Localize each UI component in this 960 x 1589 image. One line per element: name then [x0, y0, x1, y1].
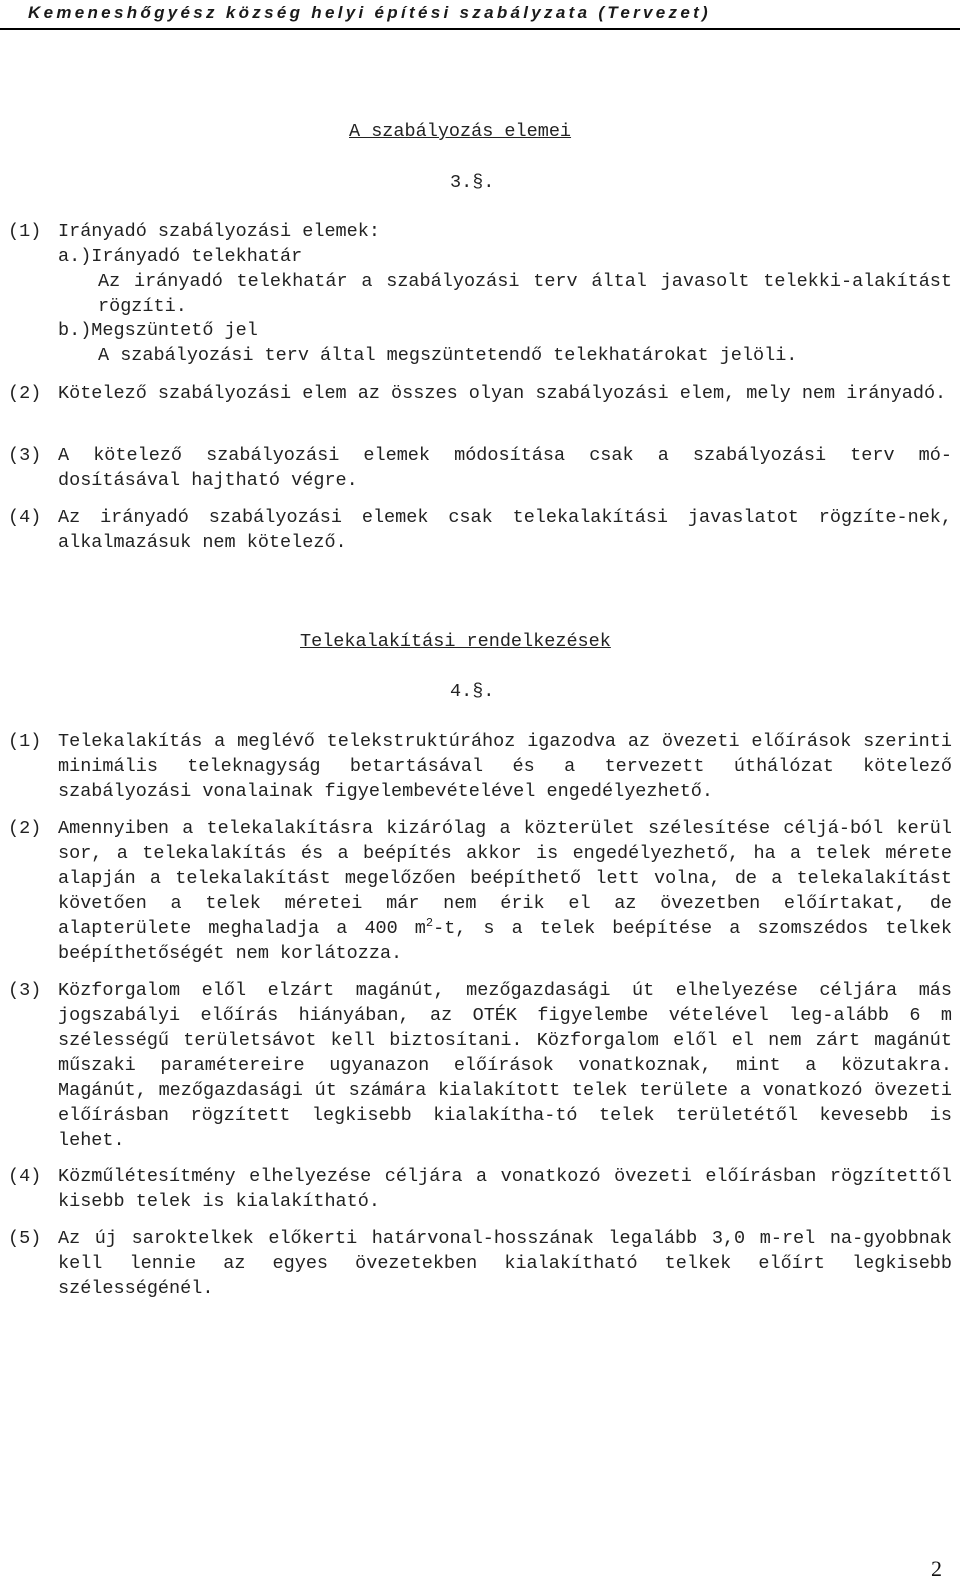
- paragraph-text: A kötelező szabályozási elemek módosítása csak a szabályozási terv mó-dosításával hajtható végre.: [58, 445, 952, 491]
- section-4-title: Telekalakítási rendelkezések: [300, 631, 611, 652]
- paragraph-text: Az irányadó szabályozási elemek csak telekalakítási javaslatot rögzíte-nek, alkalmazásuk nem kötelező.: [58, 507, 952, 553]
- paragraph-number: (4): [8, 1166, 42, 1187]
- page-number: 2: [931, 1556, 942, 1581]
- section-4-number: 4.§.: [450, 681, 495, 702]
- subitem-b-text: A szabályozási terv által megszüntetendő telekhatárokat jelöli.: [98, 345, 798, 366]
- paragraph-text: Közműlétesítmény elhelyezése céljára a vonatkozó övezeti előírásban rögzítettől kisebb telek is kialakítható.: [58, 1166, 952, 1212]
- section-3-title: A szabályozás elemei: [349, 121, 572, 142]
- section-4-paragraph-5: [8, 1226, 952, 1301]
- paragraph-number: (3): [8, 445, 42, 466]
- subitem-a-label: a.)Irányadó telekhatár: [58, 246, 303, 267]
- paragraph-number: (5): [8, 1228, 42, 1249]
- paragraph-text: Az új saroktelkek előkerti határvonal-hosszának legalább 3,0 m-rel na-gyobbnak kell lennie az egyes övezetekben kialakítható telkek előírt legkisebb szélességénél.: [58, 1228, 952, 1299]
- paragraph-text: Közforgalom elől elzárt magánút, mezőgazdasági út elhelyezése céljára más jogszabályi előírás hiányában, az OTÉK figyelembe vételével leg-alább 6 m szélességű területsávot kell biztosítani. Közforgalom elől el nem zárt magánút műszaki paramétereire ugyanazon előírások vonatkoznak, mint a közutakra. Magánút, mezőgazdasági út számára kialakított telek területe a vonatkozó övezeti előírásban rögzített legkisebb kialakítha-tó telek területétől kevesebb is lehet.: [58, 980, 952, 1151]
- section-4-paragraph-2: [8, 816, 952, 966]
- section-4-paragraph-3: [8, 978, 952, 1153]
- superscript: 2: [425, 915, 434, 930]
- section-4-paragraph-1: [8, 729, 952, 804]
- section-4-paragraph-4: [8, 1164, 952, 1214]
- section-3-paragraph-3: [8, 443, 952, 493]
- paragraph-text: Telekalakítás a meglévő telekstruktúrához igazodva az övezeti előírások szerinti minimális teleknagyság betartásával és a tervezett úthálózat kötelező szabályozási vonalainak figyelembevételével engedélyezhető.: [58, 731, 952, 802]
- running-header: Kemeneshőgyész község helyi építési szabályzata (Tervezet): [28, 3, 712, 22]
- paragraph-number: (1): [8, 221, 42, 242]
- paragraph-text-part-1: Amennyiben a telekalakításra kizárólag a közterület szélesítése céljá-ból kerül sor, a telekalakítás és a beépítés akkor is engedélyezhető, ha a telek mérete alapján a telekalakítást megelőzően beépíthető lett volna, de a telekalakítást követően a telek méretei már nem érik el az övezetben előírtakat, de alapterülete meghaladja a 400 m: [58, 818, 952, 939]
- subitem-b: [58, 318, 952, 368]
- section-3-paragraph-1: [8, 219, 952, 244]
- subitem-b-label: b.)Megszüntető jel: [58, 320, 258, 341]
- paragraph-text: Irányadó szabályozási elemek:: [58, 221, 380, 242]
- paragraph-number: (4): [8, 507, 42, 528]
- section-3-number: 3.§.: [450, 172, 495, 193]
- subitem-a-text: Az irányadó telekhatár a szabályozási terv által javasolt telekki-alakítást rögzíti.: [98, 271, 952, 317]
- paragraph-number: (2): [8, 818, 42, 839]
- paragraph-text: [58, 816, 952, 966]
- subitem-a: [58, 244, 952, 319]
- header-rule: [0, 28, 960, 30]
- section-3-paragraph-4: [8, 505, 952, 555]
- paragraph-number: (1): [8, 731, 42, 752]
- paragraph-number: (2): [8, 383, 42, 404]
- paragraph-text: Kötelező szabályozási elem az összes olyan szabályozási elem, mely nem irányadó.: [58, 383, 947, 404]
- paragraph-number: (3): [8, 980, 42, 1001]
- paragraph-text-part-2: -t, s a telek beépítése a szomszédos telkek beépíthetőségét nem korlátozza.: [58, 918, 952, 964]
- section-3-paragraph-2: [8, 381, 952, 406]
